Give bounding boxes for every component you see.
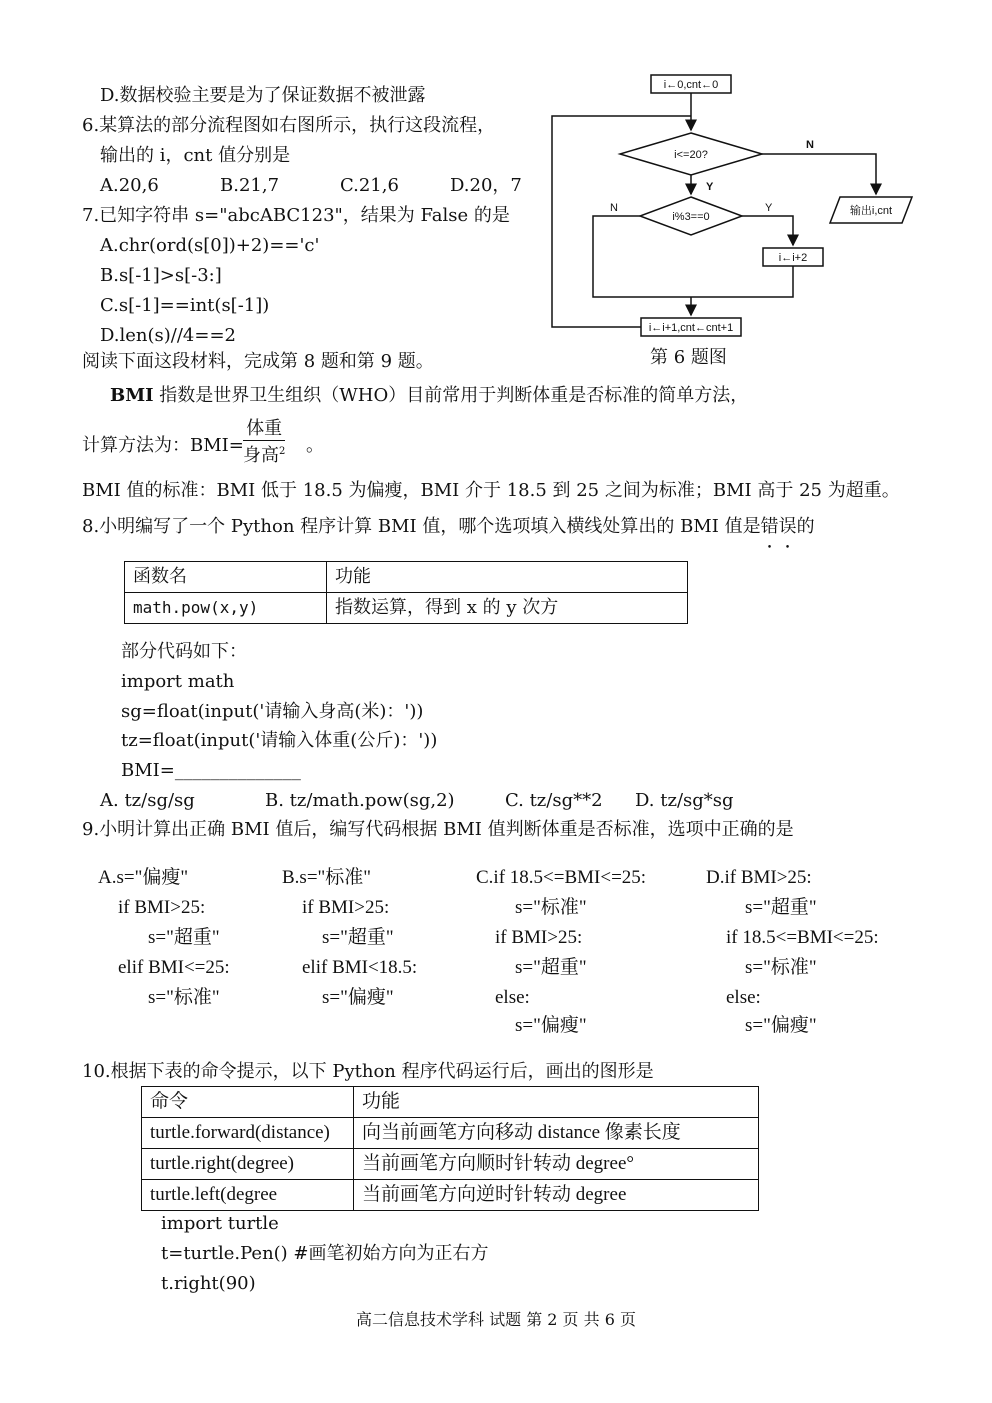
q7-stem: 7.已知字符串 s="abcABC123"，结果为 False 的是 (82, 205, 510, 226)
q9-b-line: s="超重" (322, 927, 394, 948)
q9-a-line: if BMI>25: (118, 897, 206, 918)
table-row (142, 1149, 759, 1180)
q8-stem-main: 8.小明编写了一个 Python 程序计算 BMI 值，哪个选项填入横线处算出的 BMI 值是 (82, 516, 761, 537)
q6-flowchart (540, 66, 920, 366)
bmi-bold: BMI (110, 385, 154, 406)
flow-init-text: i←0,cnt←0 (663, 79, 719, 91)
q9-a-line: A.s="偏瘦" (98, 867, 189, 888)
code-line: t.right(90) (161, 1273, 256, 1294)
q5-option-d: D.数据校验主要是为了保证数据不被泄露 (100, 85, 426, 106)
q9-c-line: s="偏瘦" (515, 1015, 587, 1036)
q8-code-intro: 部分代码如下： (121, 641, 247, 662)
q6-option-a: A.20,6 (100, 175, 159, 196)
flow-cond2-text: i%3==0 (672, 211, 710, 223)
q7-option-d: D.len(s)//4==2 (100, 325, 236, 346)
table-cell: 向当前画笔方向移动 distance 像素长度 (354, 1118, 759, 1149)
table-cell: turtle.left(degree (142, 1180, 354, 1211)
q8-option-d: D. tz/sg*sg (635, 790, 734, 811)
q9-a-line: s="超重" (148, 927, 220, 948)
q8-function-table (124, 561, 688, 624)
table-row (142, 1180, 759, 1211)
flow-no1-label: N (806, 139, 814, 151)
code-line: import turtle (161, 1213, 279, 1234)
q8-emph-1: 错 (760, 516, 779, 537)
table-row (125, 562, 688, 593)
code-line: sg=float(input('请输入身高(米)：')) (121, 701, 424, 722)
formula-numerator: 体重 (243, 418, 285, 441)
q6-option-c: C.21,6 (340, 175, 399, 196)
q7-option-a: A.chr(ord(s[0])+2)=='c' (100, 235, 320, 256)
q9-c-line: C.if 18.5<=BMI<=25: (476, 867, 647, 888)
q8-stem (82, 515, 815, 539)
q8-stem-end: 的 (796, 516, 815, 537)
table-cell: 当前画笔方向逆时针转动 degree (354, 1180, 759, 1211)
bmi-intro-text: 指数是世界卫生组织（WHO）目前常用于判断体重是否标准的简单方法， (153, 385, 749, 406)
table-cell: 指数运算，得到 x 的 y 次方 (327, 593, 688, 624)
reading-intro: 阅读下面这段材料，完成第 8 题和第 9 题。 (82, 351, 434, 372)
table-cell: math.pow(x,y) (125, 593, 327, 624)
flow-yes2-label: Y (765, 202, 773, 214)
q8-option-c: C. tz/sg**2 (505, 790, 603, 811)
q7-option-b: B.s[-1]>s[-3:] (100, 265, 222, 286)
flow-step-text: i←i+2 (778, 252, 808, 264)
table-header-cell: 功能 (354, 1087, 759, 1118)
q9-b-line: if BMI>25: (302, 897, 390, 918)
q9-c-line: s="超重" (515, 957, 587, 978)
code-line: tz=float(input('请输入体重(公斤)：')) (121, 730, 438, 751)
code-line: BMI=______________ (121, 760, 301, 781)
q6-option-b: B.21,7 (220, 175, 280, 196)
code-line: import math (121, 671, 235, 692)
flow-output-text: 输出i,cnt (849, 205, 893, 217)
bmi-formula-fraction (243, 418, 285, 467)
q7-option-c: C.s[-1]==int(s[-1]) (100, 295, 270, 316)
bmi-formula-suffix: 。 (306, 435, 324, 456)
table-row (125, 593, 688, 624)
q9-stem: 9.小明计算出正确 BMI 值后，编写代码根据 BMI 值判断体重是否标准，选项中正确的是 (82, 819, 794, 840)
table-header-cell: 功能 (327, 562, 688, 593)
q9-b-line: elif BMI<18.5: (302, 957, 418, 978)
q9-d-line: s="标准" (745, 957, 817, 978)
q6-stem-2: 输出的 i，cnt 值分别是 (100, 145, 291, 166)
q9-d-line: D.if BMI>25: (706, 867, 812, 888)
table-row (142, 1087, 759, 1118)
code-line: t=turtle.Pen() #画笔初始方向为正右方 (161, 1243, 489, 1264)
flow-cond1-text: i<=20? (674, 149, 708, 161)
table-cell: turtle.right(degree) (142, 1149, 354, 1180)
q9-c-line: s="标准" (515, 897, 587, 918)
q9-d-line: else: (726, 987, 761, 1008)
flow-yes1-label: Y (706, 181, 714, 193)
bmi-intro-line (110, 384, 748, 408)
bmi-formula-prefix: 计算方法为：BMI= (82, 435, 244, 456)
q9-a-line: s="标准" (148, 987, 220, 1008)
formula-exponent: 2 (279, 446, 286, 457)
table-header-cell: 命令 (142, 1087, 354, 1118)
q6-stem: 6.某算法的部分流程图如右图所示，执行这段流程， (82, 115, 496, 136)
q10-command-table (141, 1086, 759, 1211)
flow-update-text: i←i+1,cnt←cnt+1 (648, 322, 734, 334)
bmi-standard: BMI 值的标准：BMI 低于 18.5 为偏瘦，BMI 介于 18.5 到 25 之间为标准；BMI 高于 25 为超重。 (82, 480, 900, 501)
table-cell: turtle.forward(distance) (142, 1118, 354, 1149)
q9-c-line: else: (495, 987, 530, 1008)
page-footer: 高二信息技术学科 试题 第 2 页 共 6 页 (356, 1310, 636, 1329)
q10-stem: 10.根据下表的命令提示，以下 Python 程序代码运行后，画出的图形是 (82, 1061, 654, 1082)
flow-no2-label: N (610, 202, 618, 214)
q6-option-d: D.20，7 (450, 175, 522, 196)
q9-d-line: s="超重" (745, 897, 817, 918)
q8-option-a: A. tz/sg/sg (100, 790, 195, 811)
q9-d-line: if 18.5<=BMI<=25: (726, 927, 879, 948)
q9-a-line: elif BMI<=25: (118, 957, 230, 978)
q8-option-b: B. tz/math.pow(sg,2) (265, 790, 455, 811)
table-row (142, 1118, 759, 1149)
q8-emph-2: 误 (778, 516, 797, 537)
q9-c-line: if BMI>25: (495, 927, 583, 948)
q9-b-line: s="偏瘦" (322, 987, 394, 1008)
formula-denominator: 身高 (243, 445, 279, 466)
flowchart-caption: 第 6 题图 (650, 347, 727, 368)
table-cell: 当前画笔方向顺时针转动 degree° (354, 1149, 759, 1180)
table-header-cell: 函数名 (125, 562, 327, 593)
q9-d-line: s="偏瘦" (745, 1015, 817, 1036)
q9-b-line: B.s="标准" (282, 867, 372, 888)
